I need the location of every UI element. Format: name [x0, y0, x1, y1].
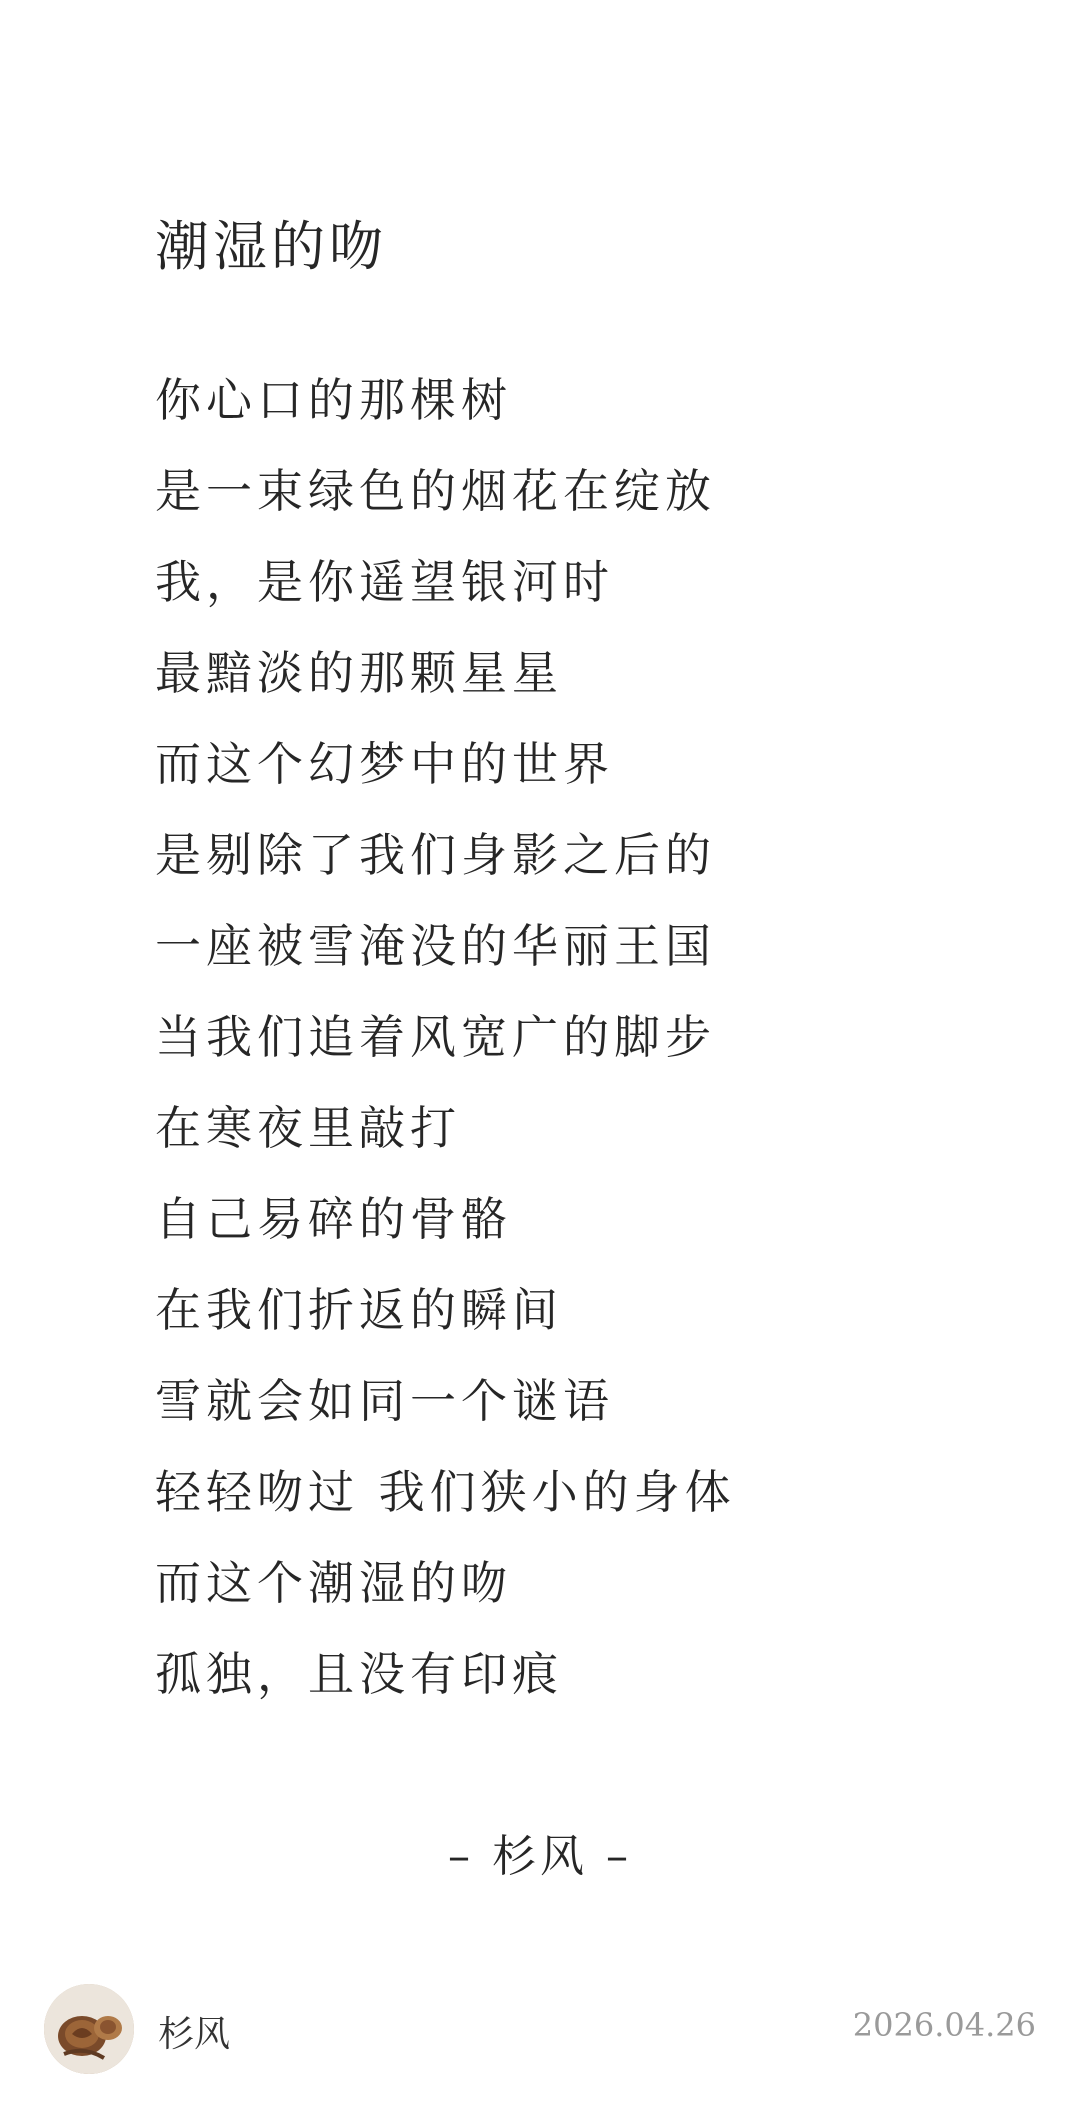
post-date: 2026.04.26	[852, 2006, 1036, 2044]
avatar[interactable]	[44, 1984, 134, 2074]
poem-line: 是一束绿色的烟花在绽放	[155, 464, 716, 518]
poem-title: 潮湿的吻	[155, 215, 387, 278]
footer-bar	[0, 1978, 1080, 2078]
poem-line: 是剔除了我们身影之后的	[155, 828, 716, 882]
poem-line: 在我们折返的瞬间	[155, 1283, 563, 1337]
poem-line: 而这个潮湿的吻	[155, 1556, 512, 1610]
poem-line: 当我们追着风宽广的脚步	[155, 1010, 716, 1064]
poem-line: 自己易碎的骨骼	[155, 1192, 512, 1246]
poem-line: 雪就会如同一个谜语	[155, 1374, 614, 1428]
author-name[interactable]: 杉风	[158, 2014, 231, 2055]
poem-line: 在寒夜里敲打	[155, 1101, 461, 1155]
poem-line: 一座被雪淹没的华丽王国	[155, 919, 716, 973]
poem-line: 孤独，且没有印痕	[155, 1647, 563, 1701]
rose-icon	[44, 1984, 134, 2074]
poem-signature: – 杉风 –	[448, 1831, 632, 1882]
poem-line: 轻轻吻过 我们狭小的身体	[155, 1465, 736, 1519]
poem-line: 我，是你遥望银河时	[155, 555, 614, 609]
poem-line: 最黯淡的那颗星星	[155, 646, 563, 700]
poem-line: 而这个幻梦中的世界	[155, 737, 614, 791]
poem-body	[155, 362, 736, 1727]
poem-line: 你心口的那棵树	[155, 373, 512, 427]
